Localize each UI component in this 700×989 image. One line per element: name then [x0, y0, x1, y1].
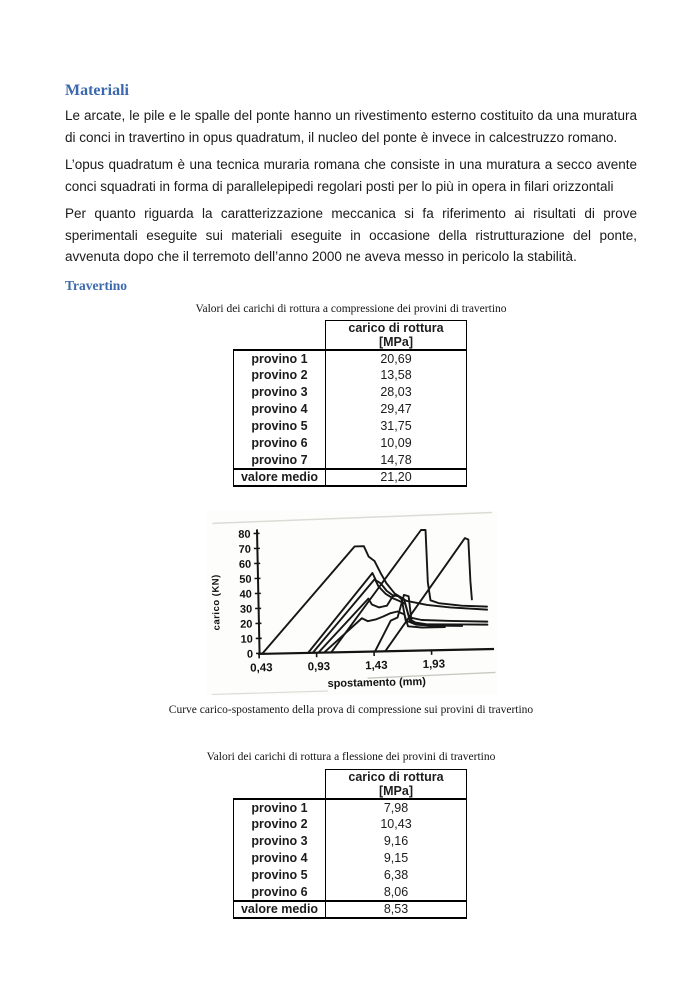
y-tick-label: 40: [239, 588, 252, 601]
caption-compression-table: Valori dei carichi di rottura a compressione dei provini di travertino: [195, 302, 507, 315]
row-value: 31,75: [326, 418, 467, 435]
row-label: provino 1: [234, 799, 326, 816]
table-header-row: [234, 320, 467, 350]
y-tick-label: 30: [239, 603, 253, 616]
row-value: 20,69: [326, 350, 467, 367]
table-footer-row: [234, 469, 467, 486]
header-value-cell: carico di rottura [MPa]: [326, 320, 467, 350]
table-row: [234, 418, 467, 435]
row-value: 7,98: [326, 799, 467, 816]
table-row: [234, 850, 467, 867]
header-blank-cell: [234, 320, 326, 350]
curve: [260, 543, 488, 653]
row-value: 14,78: [326, 452, 467, 469]
row-label: provino 2: [234, 816, 326, 833]
table-row: [234, 350, 467, 367]
row-label: provino 2: [234, 367, 326, 384]
row-value: 28,03: [326, 384, 467, 401]
table-row: [234, 452, 467, 469]
y-tick-label: 50: [239, 573, 252, 586]
row-value: 10,09: [326, 435, 467, 452]
row-label: provino 7: [234, 452, 326, 469]
table-row: [234, 833, 467, 850]
table-row: [234, 884, 467, 901]
row-label: provino 4: [234, 850, 326, 867]
footer-value: 21,20: [326, 469, 467, 486]
table-row: [234, 867, 467, 884]
row-value: 9,16: [326, 833, 467, 850]
y-axis-title: carico (KN): [210, 573, 223, 631]
paragraph-rivestimento: Le arcate, le pile e le spalle del ponte hanno un rivestimento esterno costituito da una muratura di conci in travertino in opus quadratum, il nucleo del ponte è invece in calcestruzzo romano.: [65, 108, 637, 145]
y-tick-label: 20: [240, 618, 253, 631]
y-tick-label: 70: [238, 543, 252, 556]
paragraph-caratterizzazione: Per quanto riguarda la caratterizzazione meccanica si fa riferimento ai risultati di prove sperimentali eseguite sui materiali eseguite in occasione della ristrutturazione del ponte, avvenuta dopo che il terremoto dell’anno 2000 ne aveva messo in pericolo la stabilità.: [65, 206, 637, 264]
table-row: [234, 401, 467, 418]
row-label: provino 1: [234, 350, 326, 367]
row-value: 10,43: [326, 816, 467, 833]
y-tick-label: 10: [240, 633, 253, 646]
caption-flexion-table: Valori dei carichi di rottura a flessione dei provini di travertino: [206, 750, 496, 763]
y-tick-label: 80: [238, 528, 251, 541]
row-value: 8,06: [326, 884, 467, 901]
footer-label: valore medio: [234, 901, 326, 918]
row-value: 6,38: [326, 867, 467, 884]
compression-table: [233, 320, 467, 487]
row-label: provino 6: [234, 435, 326, 452]
figure-scan-container: [206, 511, 498, 695]
row-label: provino 3: [234, 384, 326, 401]
table-footer-row: [234, 901, 467, 918]
header-blank-cell: [234, 769, 326, 799]
footer-value: 8,53: [326, 901, 467, 918]
table-row: [234, 367, 467, 384]
x-tick-label: 1,93: [422, 658, 446, 671]
caption-figure: Curve carico-spostamento della prova di compressione sui provini di travertino: [168, 703, 534, 716]
row-label: provino 3: [234, 833, 326, 850]
table-row: [234, 816, 467, 833]
x-axis-title: spostamento (mm): [327, 675, 427, 690]
row-label: provino 5: [234, 418, 326, 435]
heading-travertino: Travertino: [65, 277, 127, 293]
table-row: [234, 435, 467, 452]
flexion-table: [233, 769, 467, 919]
y-tick-label: 0: [246, 648, 254, 661]
row-value: 29,47: [326, 401, 467, 418]
header-value-cell: carico di rottura [MPa]: [326, 769, 467, 799]
row-value: 13,58: [326, 367, 467, 384]
scan-artifact: [212, 690, 328, 693]
y-tick-label: 60: [238, 558, 252, 571]
table-header-row: [234, 769, 467, 799]
x-tick-label: 0,93: [307, 660, 331, 673]
paragraph-opus-quadratum: L’opus quadratum è una tecnica muraria romana che consiste in una muratura a secco avente conci squadrati in forma di parallelepipedi regolari posti per lo più in opera in filari orizzontali: [65, 157, 637, 194]
footer-label: valore medio: [234, 469, 326, 486]
row-value: 9,15: [326, 850, 467, 867]
row-label: provino 6: [234, 884, 326, 901]
row-label: provino 4: [234, 401, 326, 418]
load-displacement-chart: [206, 511, 498, 695]
table-row: [234, 384, 467, 401]
heading-materiali: Materiali: [65, 82, 129, 99]
table-row: [234, 799, 467, 816]
x-tick-label: 0,43: [250, 661, 273, 675]
scan-artifact: [212, 512, 492, 523]
row-label: provino 5: [234, 867, 326, 884]
x-tick-label: 1,43: [365, 659, 388, 672]
